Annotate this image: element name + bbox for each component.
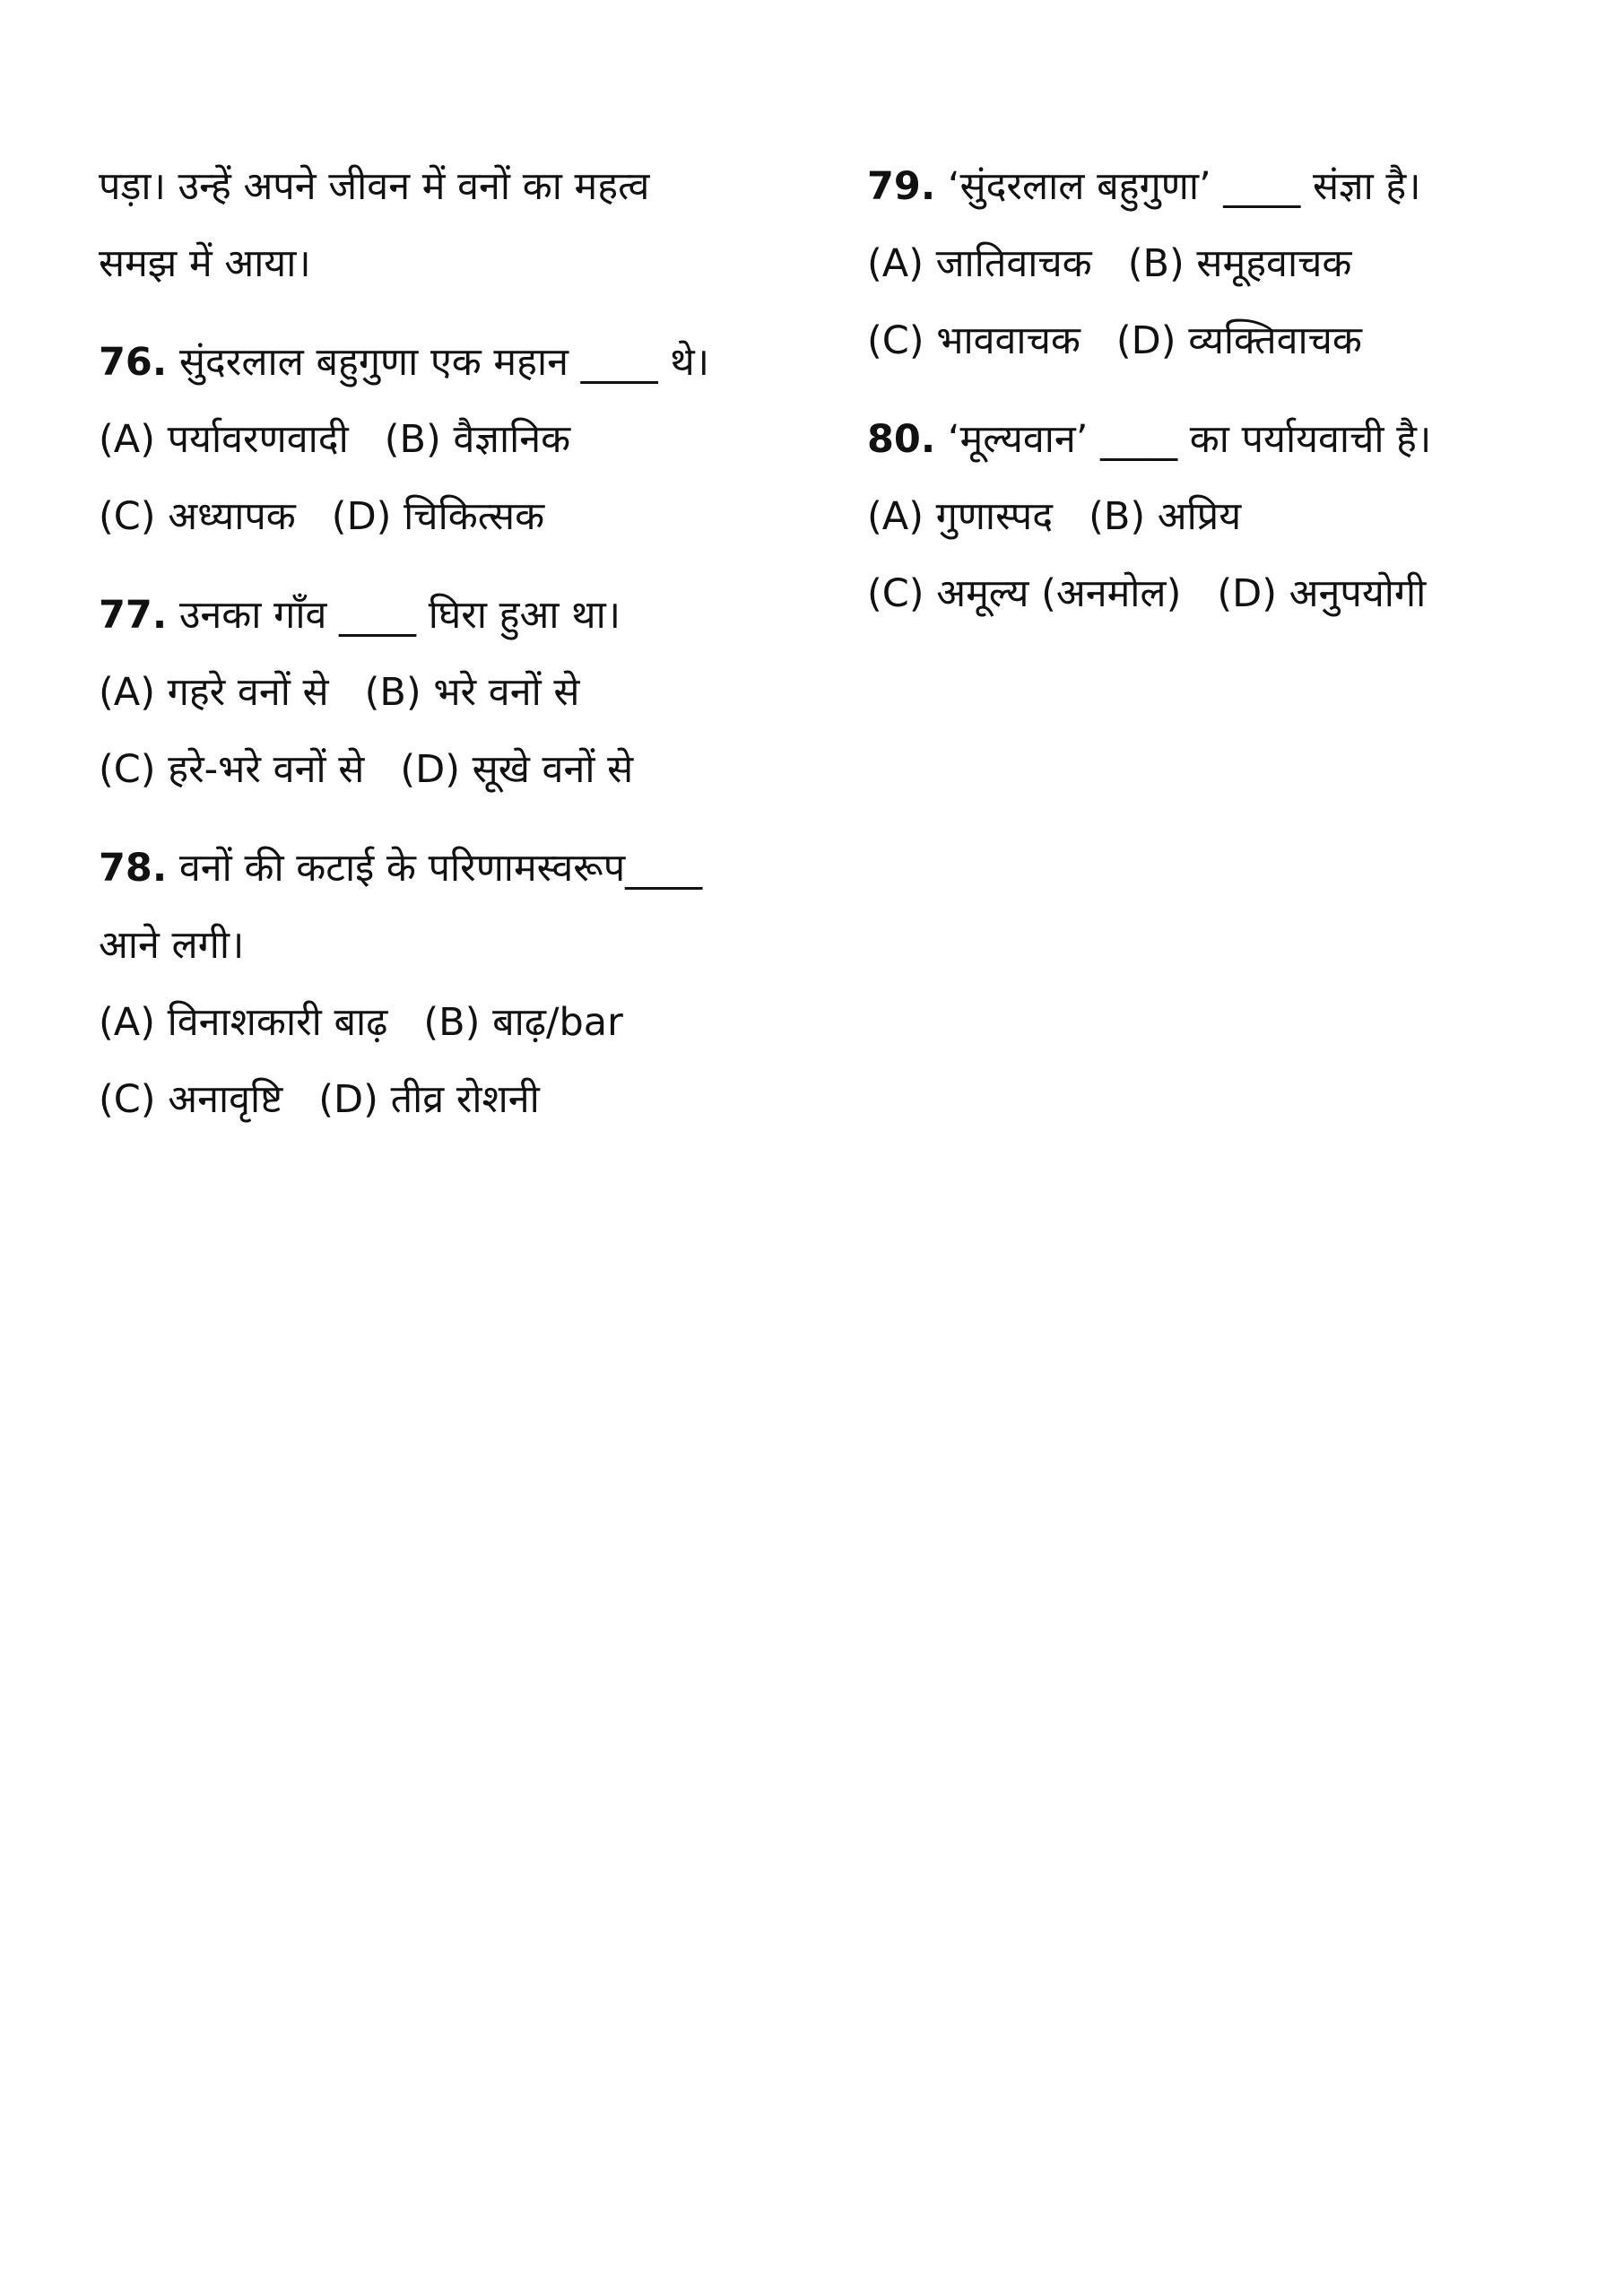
option-c: (C) हरे-भरे वनों से: [99, 747, 365, 792]
question-text: ‘मूल्यवान’ ____ का पर्यायवाची है।: [947, 417, 1432, 462]
option-c: (C) अध्यापक: [99, 494, 296, 539]
option-a: (A) जातिवाचक: [867, 241, 1092, 286]
question-stem: [867, 148, 1531, 225]
options-row: [99, 984, 744, 1061]
option-d: (D) तीव्र रोशनी: [318, 1077, 540, 1122]
intro-line-2: समझ में आया।: [99, 241, 311, 286]
option-b: (B) वैज्ञानिक: [384, 417, 571, 462]
option-b: (B) भरे वनों से: [364, 670, 580, 715]
options-row: [99, 1061, 744, 1138]
options-row: [867, 478, 1531, 555]
option-a: (A) पर्यावरणवादी: [99, 417, 349, 462]
options-row: [867, 225, 1531, 302]
question-text-continued: आने लगी।: [99, 923, 245, 968]
option-b: (B) अप्रिय: [1089, 494, 1242, 539]
left-column: [99, 148, 744, 1138]
options-row: [99, 731, 744, 808]
options-row: [867, 302, 1531, 379]
option-a: (A) विनाशकारी बाढ़: [99, 1000, 388, 1045]
question-text: सुंदरलाल बहुगुणा एक महान ____ थे।: [178, 340, 710, 385]
question-80: [867, 401, 1531, 632]
question-76: [99, 324, 744, 555]
question-77: [99, 577, 744, 808]
question-number: 77.: [99, 593, 168, 638]
option-d: (D) सूखे वनों से: [400, 747, 634, 792]
right-column: [867, 148, 1531, 632]
options-row: [99, 654, 744, 731]
question-stem: [99, 324, 744, 401]
options-row: [99, 401, 744, 478]
question-stem: [99, 830, 744, 907]
question-text: उनका गाँव ____ घिरा हुआ था।: [178, 593, 621, 638]
option-b: (B) समूहवाचक: [1127, 241, 1352, 286]
question-stem: [867, 401, 1531, 478]
question-78: [99, 830, 744, 1138]
question-text: ‘सुंदरलाल बहुगुणा’ ____ संज्ञा है।: [947, 164, 1421, 209]
option-d: (D) व्यक्तिवाचक: [1115, 318, 1362, 363]
intro-line-1: पड़ा। उन्हें अपने जीवन में वनों का महत्व: [99, 164, 650, 209]
option-c: (C) अमूल्य (अनमोल): [867, 571, 1182, 616]
options-row: [867, 555, 1531, 632]
option-a: (A) गुणास्पद: [867, 494, 1054, 539]
question-79: [867, 148, 1531, 379]
option-b: (B) बाढ़/bar: [423, 1000, 623, 1045]
question-number: 79.: [867, 164, 936, 209]
question-text: वनों की कटाई के परिणामस्वरूप____: [178, 846, 703, 891]
option-a: (A) गहरे वनों से: [99, 670, 329, 715]
question-number: 78.: [99, 846, 168, 891]
option-c: (C) अनावृष्टि: [99, 1077, 283, 1122]
option-d: (D) अनुपयोगी: [1217, 571, 1427, 616]
option-c: (C) भाववाचक: [867, 318, 1081, 363]
question-number: 80.: [867, 417, 936, 462]
question-stem: [99, 577, 744, 654]
question-number: 76.: [99, 340, 168, 385]
option-d: (D) चिकित्सक: [331, 494, 545, 539]
options-row: [99, 478, 744, 555]
